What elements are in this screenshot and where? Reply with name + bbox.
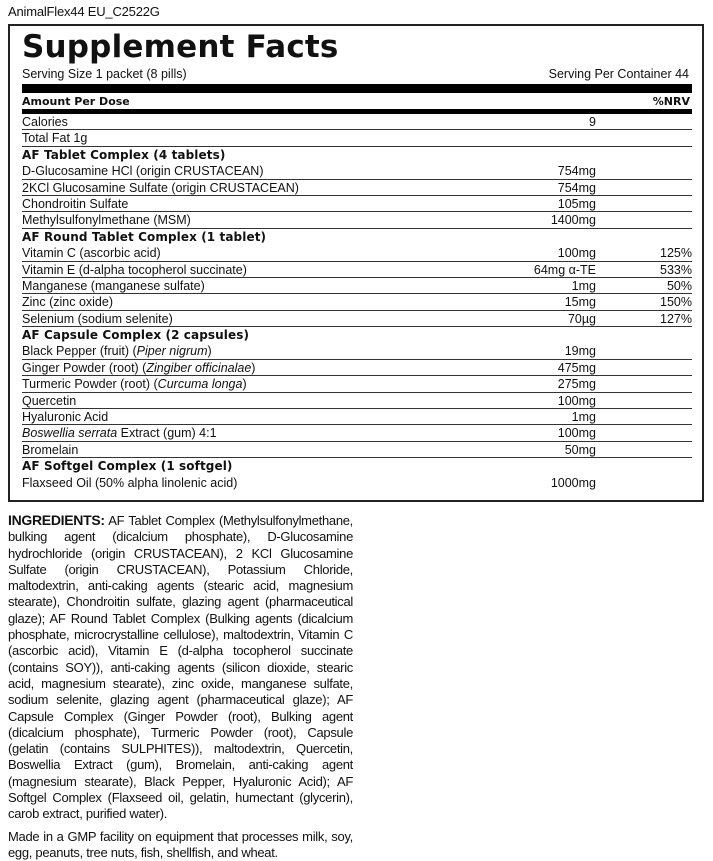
nutrient-row: [22, 393, 692, 409]
nutrient-name: Quercetin: [22, 393, 77, 408]
nutrient-nrv: 50%: [666, 278, 692, 293]
nutrient-amount: 1mg: [571, 410, 596, 425]
nutrient-name: [22, 425, 217, 441]
nutrient-nrv: 127%: [660, 311, 692, 326]
nutrient-amount: 64mg α-TE: [533, 262, 596, 277]
nutrient-name: Zinc (zinc oxide): [22, 295, 113, 310]
ingredients-label: INGREDIENTS:: [8, 512, 105, 528]
nutrient-name-latin: Zingiber officinalae: [146, 360, 252, 375]
nutrient-nrv: 125%: [660, 246, 692, 261]
nutrient-rows: [22, 114, 692, 491]
section-title: AF Capsule Complex (2 capsules): [22, 328, 250, 343]
section-title: AF Round Tablet Complex (1 tablet): [22, 229, 267, 244]
ingredients-section: [8, 512, 353, 861]
allergen-note: Made in a GMP facility on equipment that processes milk, soy, egg, peanuts, tree nuts, fish, shellfish, and wheat.: [8, 828, 353, 860]
nutrient-nrv: 533%: [660, 262, 692, 277]
nutrient-name: Chondroitin Sulfate: [22, 196, 129, 211]
nutrient-row: [22, 114, 692, 130]
nutrient-row: [22, 475, 692, 491]
nutrient-name-suffix: ): [251, 360, 256, 375]
nutrient-name: Flaxseed Oil (50% alpha linolenic acid): [22, 475, 238, 490]
nutrient-amount: 100mg: [557, 426, 596, 441]
nutrient-name-latin: Curcuma longa: [157, 377, 243, 392]
nutrient-name: Vitamin E (d-alpha tocopherol succinate): [22, 262, 247, 277]
section-header-row: [22, 327, 692, 343]
nutrient-row: [22, 376, 692, 392]
nutrient-amount: 19mg: [564, 344, 596, 359]
nutrient-amount: 754mg: [557, 180, 596, 195]
nutrient-name-suffix: ): [242, 377, 247, 392]
nutrient-row: [22, 343, 692, 359]
nutrient-amount: 1000mg: [550, 475, 596, 490]
nutrient-amount: 15mg: [564, 295, 596, 310]
nutrient-amount: 50mg: [564, 442, 596, 457]
nutrient-name: Hyaluronic Acid: [22, 410, 109, 425]
panel-content: [22, 26, 692, 500]
nutrient-name: D-Glucosamine HCl (origin CRUSTACEAN): [22, 164, 264, 179]
nutrient-row: [22, 196, 692, 212]
nutrient-name: Vitamin C (ascorbic acid): [22, 246, 161, 261]
nutrient-amount: 100mg: [557, 393, 596, 408]
nutrient-nrv: 150%: [660, 295, 692, 310]
panel-heading: Supplement Facts: [22, 29, 339, 65]
section-title: AF Tablet Complex (4 tablets): [22, 147, 226, 162]
nutrient-name: [22, 376, 247, 392]
nutrient-name: Manganese (manganese sulfate): [22, 278, 205, 293]
nutrient-row: [22, 278, 692, 294]
nutrient-row: [22, 425, 692, 441]
nutrient-row: [22, 442, 692, 458]
nutrient-name-plain: Turmeric Powder (root) (: [22, 377, 158, 392]
nutrient-amount: 475mg: [557, 360, 596, 375]
section-header-row: [22, 229, 692, 245]
nutrient-amount: 754mg: [557, 164, 596, 179]
nutrient-name-latin: Piper nigrum: [136, 344, 208, 359]
serving-size: Serving Size 1 packet (8 pills): [22, 67, 187, 81]
nutrient-row: [22, 180, 692, 196]
amount-per-dose-header: Amount Per Dose: [22, 95, 130, 108]
nutrient-row: [22, 245, 692, 261]
nutrient-row: [22, 311, 692, 327]
nutrient-name-suffix: Extract (gum) 4:1: [117, 426, 217, 441]
section-header-row: [22, 147, 692, 163]
nutrient-name: [22, 343, 212, 359]
ingredients-block: [8, 512, 353, 823]
nutrient-amount: 70µg: [567, 311, 596, 326]
nutrient-row: [22, 294, 692, 310]
nutrient-amount: 9: [589, 115, 596, 129]
nutrient-name: Methylsulfonylmethane (MSM): [22, 213, 191, 228]
thick-divider: [22, 84, 692, 93]
nutrient-name-plain: Ginger Powder (root) (: [22, 360, 147, 375]
supplement-facts-panel: [8, 24, 704, 502]
nutrient-name: Bromelain: [22, 442, 79, 457]
nutrient-row: [22, 409, 692, 425]
nutrient-name-latin: Boswellia serrata: [22, 426, 118, 441]
nutrient-name-plain: Black Pepper (fruit) (: [22, 344, 137, 359]
nutrient-name-suffix: ): [207, 344, 212, 359]
nutrient-row: [22, 262, 692, 278]
nutrient-amount: 1mg: [571, 278, 596, 293]
nutrient-amount: 105mg: [557, 196, 596, 211]
nutrient-amount: 275mg: [557, 377, 596, 392]
nutrient-name: Selenium (sodium selenite): [22, 311, 173, 326]
nutrient-row: [22, 163, 692, 179]
document-title: AnimalFlex44 EU_C2522G: [8, 4, 160, 19]
nutrient-row: [22, 360, 692, 376]
section-header-row: [22, 458, 692, 474]
nutrient-row: [22, 130, 692, 146]
nrv-header: %NRV: [652, 95, 690, 108]
nutrient-name: Calories: [22, 115, 68, 129]
nutrient-name: [22, 360, 255, 376]
nutrient-amount: 100mg: [557, 246, 596, 261]
servings-per-container: Serving Per Container 44: [548, 67, 689, 81]
nutrient-name: 2KCl Glucosamine Sulfate (origin CRUSTACEAN): [22, 180, 299, 195]
nutrient-name: Total Fat 1g: [22, 131, 88, 146]
ingredients-text: AF Tablet Complex (Methylsulfonylmethane, bulking agent (dicalcium phosphate), D-Glucosamine hydrochloride (origin CRUSTACEAN), 2 KCl Glucosamine Sulfate (origin CRUSTACEAN), Potassium Chloride, maltodextrin, anti-caking agents (stearic acid, magnesium stearate), Chondroitin sulfate, glazing agent (pharmaceutical glaze); AF Round Tablet Complex (Bulking agents (dicalcium phosphate, microcrystalline cellulose), maltodextrin, Vitamin C (ascorbic acid), Vitamin E (d-alpha tocopherol succinate (contains SOY)), anti-caking agents (silicon dioxide, stearic acid, magnesium stearate), zinc oxide, manganese sulfate, sodium selenite, glazing agent (pharmaceutical glaze); AF Capsule Complex (Ginger Powder (root), Bulking agent (dicalcium phosphate), Turmeric Powder (root), Capsule (gelatin (contains SULPHITES)), maltodextrin, Quercetin, Boswellia Extract (gum), Bromelain, anti-caking agent (magnesium stearate), Black Pepper, Hyaluronic Acid); AF Softgel Complex (Flaxseed oil, gelatin, humectant (glycerin), carob extract, purified water).: [8, 513, 353, 822]
section-title: AF Softgel Complex (1 softgel): [22, 459, 233, 474]
nutrient-row: [22, 212, 692, 228]
nutrient-amount: 1400mg: [550, 213, 596, 228]
